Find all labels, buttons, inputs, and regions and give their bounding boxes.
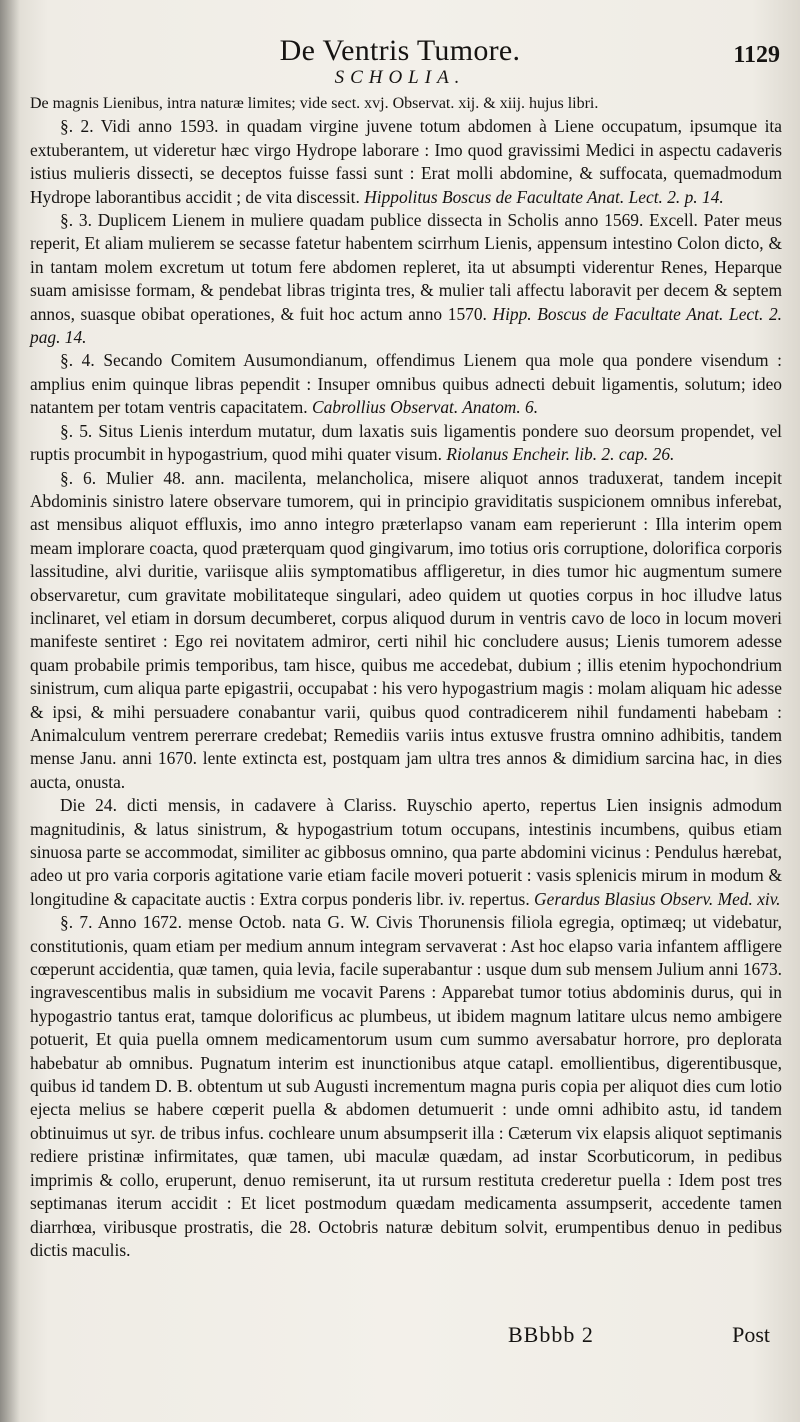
- paragraph-6: Die 24. dicti mensis, in cadavere à Clariss. Ruyschio aperto, repertus Lien insignis admodum magnitudinis, & latus sinistrum, & hypogastrium totum occupans, intestinis incumbens, quibus etiam sinuosa parte se accommodat, similiter ac gibbosus omnino, qua parte abdomini vicinus : Pendulus hærebat, adeo ut pro varia corporis agitatione varie etiam facile moveri potuerit : vasis splenicis mirum in modum & longitudine & capacitate auctis : Extra corpus ponderis libr. iv. repertus. Gerardus Blasius Observ. Med. xiv.: [30, 795, 783, 909]
- citation: Hippolitus Boscus de Facultate Anat. Lect. 2. p. 14.: [359, 186, 724, 207]
- paragraph-5: §. 6. Mulier 48. ann. macilenta, melancholica, misere aliquot annos traduxerat, tandem incepit Abdominis sinistro latere observare tumorem, qui in principio graviditatis suspicionem omnibus inferebat, ast mensibus aliquot effluxis, imo anno integro præterlapso vanam eam reperierunt : Illa interim opem meam implorare coacta, quod præterquam quod gingivarum, imo totius oris corruptione, dolorifica corporis lassitudine, alvi duritie, variisque aliis symptomatibus affligeretur, in dies tumor hic augmentum sumere observaretur, cum gravitate mobilitateque singulari, adeo quidem ut quoties corpus in hoc illudve latus inclinaret, vel etiam in dorsum decumberet, corpus aliquod durum in ventris cavo de loco in locum moveri manifeste sentiret : Ego rei novitatem admiror, certi nihil hic concludere ausus; Lienis tumorem adesse quam probabile primis temporibus, tam hisce, quibus me accedebat, dubium ; illis etenim hypochondrium sinistrum, cum aliqua parte epigastrii, occupabat : his vero hypogastrium magis : molam aliquam hic adesse & ipsi, & mihi persuadere conabantur varii, quibus quod contradicerem nihil fundamenti habebam : Animalculum ventrem pererrare credebat; Remediis variis intus extusve frustra omnino adhibitis, tandem mense Janu. anni 1670. lente extincta est, postquam jam ultra tres annos & dimidium sarcina hac, in dies aucta, onusta.: [30, 467, 782, 792]
- section-heading: SCHOLIA.: [334, 67, 466, 88]
- paragraph-3: §. 4. Secando Comitem Ausumondianum, offendimus Lienem qua mole qua pondere visendum : amplius enim quinque libras pependit : Insuper omnibus quibus adnecti debuit ligamentis, solutum; ideo natantem per totam ventris capacitatem. Cabrollius Observat. Anatom. 6.: [30, 350, 782, 418]
- binding-shadow: [0, 0, 20, 1422]
- page-header: [0, 30, 800, 70]
- page-footer: [0, 1322, 800, 1352]
- signature-mark: BBbbb 2: [508, 1322, 594, 1347]
- citation: Gerardus Blasius Observ. Med. xiv.: [529, 888, 781, 909]
- citation: Riolanus Encheir. lib. 2. cap. 26.: [442, 444, 675, 465]
- paragraph-1: §. 2. Vidi anno 1593. in quadam virgine juvene totum abdomen à Liene occupatum, ipsumque ita extuberantem, ut videretur hæc virgo Hydrope laborare : Imo quod gravissimi Medici in aspectu cadaveris istius mulieris dissecti, se deceptos fuisse fassi sunt : Erat molli abdomine, & suffocata, quemadmodum Hydrope laborantibus accidit ; de vita discessit. Hippolitus Boscus de Facultate Anat. Lect. 2. p. 14.: [30, 116, 782, 207]
- paragraph-0: De magnis Lienibus, intra naturæ limites; vide sect. xvj. Observat. xij. & xiij. hujus libri.: [30, 95, 599, 112]
- running-title: De Ventris Tumore.: [279, 34, 521, 67]
- citation: Cabrollius Observat. Anatom. 6.: [307, 397, 539, 418]
- body-text: [30, 92, 782, 1262]
- page-number: 1129: [733, 42, 780, 68]
- paragraph-2: §. 3. Duplicem Lienem in muliere quadam publice dissecta in Scholis anno 1569. Excell. Pater meus reperit, Et aliam mulierem se secasse fatetur habentem scirrhum Lienis, appensum intestino Colon dicto, & in tantam molem excretum ut totum fere abdomen repleret, ita ut absumpti viderentur Renes, Heparque suam amisisse formam, & pendebat libras triginta tres, & mulier tali affectu laboravit per decem & septem annos, suasque obibat operationes, & fuit hoc actum anno 1570. Hipp. Boscus de Facultate Anat. Lect. 2. pag. 14.: [30, 210, 782, 348]
- catchword: Post: [732, 1322, 770, 1347]
- citation: Hipp. Boscus de Facultate Anat. Lect. 2. pag. 14.: [30, 303, 782, 348]
- paragraph-4: §. 5. Situs Lienis interdum mutatur, dum laxatis suis ligamentis pondere suo deorsum propendet, vel ruptis procumbit in hypogastrium, quod mihi quater visum. Riolanus Encheir. lib. 2. cap. 26.: [30, 420, 782, 465]
- paragraph-7: §. 7. Anno 1672. mense Octob. nata G. W. Civis Thorunensis filiola egregia, optimæq; ut videbatur, constitutionis, quam etiam per medium annum integram servaverat : Ast hoc elapso varia infantem affligere cœperunt accidentia, quæ tamen, quia levia, facile superabantur : usque dum sub mensem Julium anni 1673. ingravescentibus malis in subsidium me vocavit Parens : Apparebat tumor totius abdominis durus, qui in hypogastrio tantus erat, tamque dolorificus ac plumbeus, ut ibidem magnum latitare ulcus nemo ambigere potuerit, Et quia puella omnem medicamentorum usum cum summo aversabatur horrore, pro deplorata habebatur ab omnibus. Pugnatum interim est inunctionibus atque catapl. emollientibus, digerentibusque, quibus id tandem D. B. obtentum ut sub Augusti incrementum magna puris copia per aliquot dies cum lotio ejecta melius se habere cœperit puella & abdomen detumuerit : unde omni adhibito astu, id tandem obtinuimus ut syr. de tribus infus. cochleare unum absumpserit illa : Cæterum vix elapsis aliquot septimanis rediere pristinæ infirmitates, quæ tamen, ubi maculæ quædam, ad instar Scorbuticorum, in pedibus imprimis & collo, eruperunt, denuo remiserunt, ita ut rursum restituta crederetur puella : Idem post tres septimanas iterum accidit : Et licet postmodum quædam medicamenta assumpserit, accedente tamen diarrhœa, viribusque prostratis, die 28. Octobris naturæ debitum solvit, erumpentibus denuo in pedibus dictis maculis.: [30, 912, 782, 1260]
